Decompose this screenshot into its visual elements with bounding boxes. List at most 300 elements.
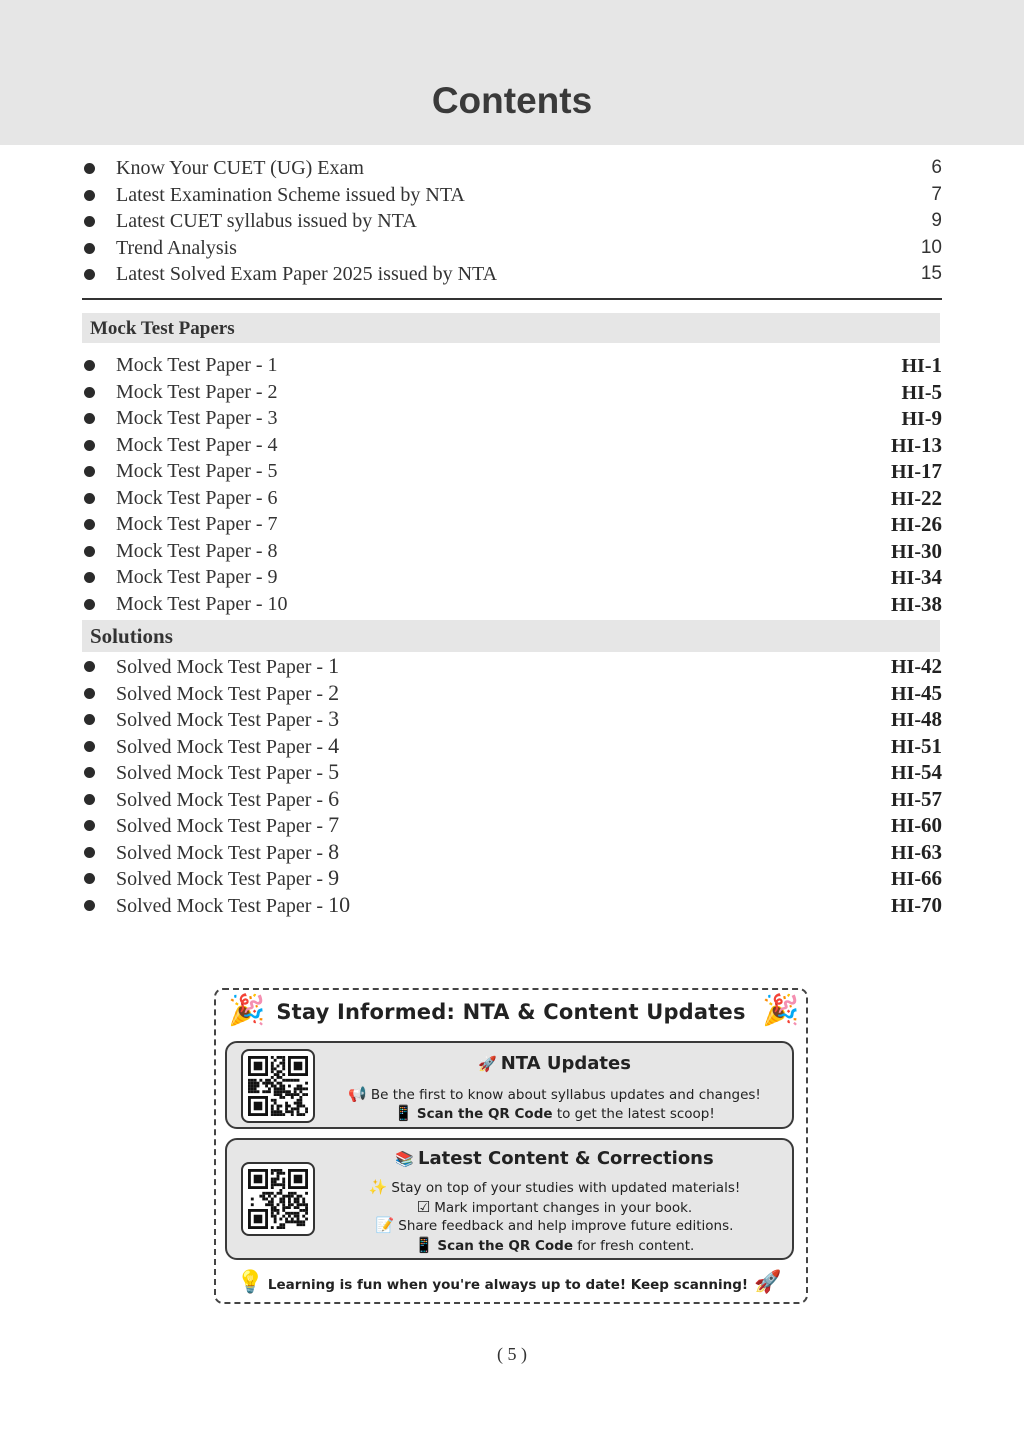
qr-module bbox=[271, 1183, 274, 1186]
toc-entry-label bbox=[116, 511, 278, 538]
qr-module bbox=[251, 1203, 254, 1206]
qr-module bbox=[282, 1226, 285, 1229]
toc-row[interactable] bbox=[82, 261, 942, 288]
toc-entry-page-prefix: HI- bbox=[891, 461, 921, 483]
toc-row[interactable] bbox=[82, 564, 942, 591]
qr-module bbox=[305, 1203, 308, 1206]
toc-entry-label-number: 4 bbox=[328, 732, 340, 758]
qr-module bbox=[291, 1113, 294, 1116]
toc-entry-label: Latest Examination Scheme issued by NTA bbox=[116, 183, 465, 206]
toc-entry-label-text: Solved Mock Test Paper - bbox=[116, 815, 329, 837]
qr-module bbox=[288, 1105, 291, 1108]
qr-module bbox=[279, 1189, 282, 1192]
qr-module bbox=[288, 1203, 291, 1206]
qr-module bbox=[274, 1085, 277, 1088]
qr-module bbox=[251, 1090, 254, 1093]
qr-module bbox=[262, 1195, 265, 1198]
qr-module bbox=[302, 1113, 305, 1116]
toc-entry-label-number: 10 bbox=[267, 592, 288, 615]
toc-row[interactable] bbox=[82, 511, 942, 538]
toc-entry-label-text: Mock Test Paper - bbox=[116, 354, 268, 376]
qr-module bbox=[279, 1076, 282, 1079]
toc-row[interactable] bbox=[82, 405, 942, 432]
qr-module bbox=[277, 1065, 280, 1068]
qr-module bbox=[274, 1113, 277, 1116]
toc-entry-label bbox=[116, 786, 339, 814]
qr-module bbox=[271, 1105, 274, 1108]
memo-icon: 📝 bbox=[375, 1216, 395, 1234]
qr-module bbox=[277, 1073, 280, 1076]
qr-module bbox=[265, 1198, 268, 1201]
nta-updates-panel bbox=[225, 1041, 794, 1129]
qr-module bbox=[248, 1079, 251, 1082]
qr-module bbox=[271, 1226, 274, 1229]
qr-module bbox=[285, 1105, 288, 1108]
qr-module bbox=[297, 1218, 300, 1221]
qr-module bbox=[297, 1195, 300, 1198]
toc-entry-label bbox=[116, 458, 278, 485]
toc-entry-page-prefix: HI- bbox=[891, 709, 921, 731]
toc-row[interactable] bbox=[82, 458, 942, 485]
qr-module bbox=[279, 1082, 282, 1085]
toc-row[interactable] bbox=[82, 591, 942, 618]
qr-module bbox=[302, 1209, 305, 1212]
toc-entry-page-prefix: HI- bbox=[891, 788, 921, 811]
qr-module bbox=[248, 1087, 251, 1090]
qr-module bbox=[279, 1200, 282, 1203]
toc-row[interactable] bbox=[82, 208, 942, 235]
qr-module bbox=[279, 1169, 282, 1172]
qr-module bbox=[282, 1183, 285, 1186]
qr-module bbox=[299, 1203, 302, 1206]
qr-module bbox=[282, 1079, 285, 1082]
qr-module bbox=[277, 1070, 280, 1073]
bullet-icon bbox=[84, 572, 95, 583]
qr-module bbox=[302, 1215, 305, 1218]
qr-module bbox=[271, 1209, 274, 1212]
toc-row[interactable] bbox=[82, 865, 942, 892]
qr-module bbox=[274, 1093, 277, 1096]
toc-row[interactable] bbox=[82, 812, 942, 839]
intro-list bbox=[82, 155, 942, 288]
toc-entry-page-prefix: HI- bbox=[901, 408, 932, 430]
qr-module bbox=[274, 1180, 277, 1183]
qr-module bbox=[282, 1085, 285, 1088]
qr-module bbox=[274, 1169, 277, 1172]
qr-module bbox=[271, 1186, 274, 1189]
qr-module bbox=[268, 1087, 271, 1090]
toc-row[interactable] bbox=[82, 352, 942, 379]
toc-row[interactable] bbox=[82, 155, 942, 182]
toc-entry-page bbox=[891, 511, 942, 539]
toc-entry-page bbox=[891, 458, 942, 486]
toc-entry-page-number: 66 bbox=[921, 866, 942, 890]
toc-entry-page bbox=[891, 733, 942, 761]
toc-entry-page-number: 45 bbox=[921, 680, 942, 705]
toc-entry-label-text: Mock Test Paper - bbox=[116, 539, 268, 562]
nta-updates-line-2: 📱 Scan the QR Code to get the latest scoop! bbox=[394, 1104, 715, 1122]
qr-module bbox=[271, 1076, 274, 1079]
qr-module bbox=[302, 1198, 305, 1201]
toc-entry-label-number: 2 bbox=[328, 679, 340, 705]
qr-module bbox=[282, 1090, 285, 1093]
qr-module bbox=[277, 1212, 280, 1215]
toc-entry-page bbox=[902, 352, 943, 380]
qr-module bbox=[271, 1169, 274, 1172]
qr-module bbox=[271, 1067, 274, 1070]
toc-entry-page bbox=[891, 591, 942, 619]
toc-row[interactable] bbox=[82, 786, 942, 813]
qr-module bbox=[288, 1110, 291, 1113]
qr-module bbox=[299, 1087, 302, 1090]
bullet-icon bbox=[84, 873, 95, 884]
updates-box-title: Stay Informed: NTA & Content Updates bbox=[276, 1000, 746, 1024]
bullet-icon bbox=[84, 820, 95, 831]
qr-module bbox=[274, 1209, 277, 1212]
qr-module bbox=[294, 1079, 297, 1082]
qr-module bbox=[282, 1223, 285, 1226]
qr-module bbox=[279, 1172, 282, 1175]
toc-entry-label bbox=[116, 759, 339, 787]
qr-module bbox=[277, 1105, 280, 1108]
qr-module bbox=[288, 1215, 291, 1218]
latest-content-line-2: ☑ Mark important changes in your book. bbox=[416, 1198, 693, 1216]
updates-box bbox=[214, 988, 808, 1304]
toc-row[interactable] bbox=[82, 706, 942, 733]
qr-module bbox=[274, 1059, 277, 1062]
qr-module bbox=[282, 1203, 285, 1206]
qr-module bbox=[277, 1209, 280, 1212]
qr-module bbox=[277, 1107, 280, 1110]
qr-module bbox=[271, 1180, 274, 1183]
toc-entry-page-prefix: HI- bbox=[891, 593, 921, 616]
qr-module bbox=[282, 1198, 285, 1201]
qr-module bbox=[291, 1093, 294, 1096]
qr-module bbox=[279, 1110, 282, 1113]
qr-module bbox=[248, 1085, 251, 1088]
toc-entry-page: 10 bbox=[920, 236, 942, 258]
toc-entry-label bbox=[116, 865, 339, 893]
toc-entry-label bbox=[116, 564, 278, 591]
toc-entry-label bbox=[116, 538, 278, 565]
qr-module bbox=[288, 1090, 291, 1093]
qr-module bbox=[265, 1090, 268, 1093]
qr-module bbox=[285, 1218, 288, 1221]
qr-module bbox=[291, 1195, 294, 1198]
qr-module bbox=[279, 1218, 282, 1221]
toc-entry-page-prefix: HI- bbox=[891, 682, 921, 705]
toc-entry-label-number: 6 bbox=[328, 785, 340, 811]
rocket-icon: 🚀 bbox=[478, 1055, 497, 1073]
toc-entry-label bbox=[116, 379, 278, 406]
toc-entry-label-number: 3 bbox=[328, 706, 340, 731]
bullet-icon bbox=[84, 741, 95, 752]
qr-module bbox=[274, 1206, 277, 1209]
toc-entry-page-prefix: HI- bbox=[891, 735, 921, 758]
qr-module bbox=[277, 1093, 280, 1096]
qr-module bbox=[285, 1102, 288, 1105]
qr-module bbox=[271, 1099, 274, 1102]
toc-row[interactable] bbox=[82, 839, 942, 866]
qr-module bbox=[274, 1218, 277, 1221]
qr-module bbox=[271, 1203, 274, 1206]
qr-module bbox=[285, 1079, 288, 1082]
bullet-icon bbox=[84, 599, 95, 610]
qr-module bbox=[277, 1076, 280, 1079]
qr-module bbox=[254, 1090, 257, 1093]
toc-row[interactable] bbox=[82, 759, 942, 786]
qr-module bbox=[268, 1203, 271, 1206]
qr-module bbox=[302, 1223, 305, 1226]
bullet-icon bbox=[84, 900, 95, 911]
qr-module bbox=[294, 1087, 297, 1090]
nta-updates-heading: 🚀 NTA Updates bbox=[478, 1053, 631, 1074]
toc-entry-page-number: 42 bbox=[921, 654, 942, 678]
toc-row[interactable] bbox=[82, 485, 942, 512]
qr-module bbox=[294, 1200, 297, 1203]
qr-module bbox=[277, 1172, 280, 1175]
toc-entry-label-number: 1 bbox=[328, 653, 340, 678]
qr-module bbox=[282, 1186, 285, 1189]
toc-entry-label bbox=[116, 352, 278, 379]
qr-module bbox=[299, 1099, 302, 1102]
qr-module bbox=[297, 1212, 300, 1215]
qr-module bbox=[271, 1192, 274, 1195]
latest-content-heading: 📚 Latest Content & Corrections bbox=[395, 1148, 714, 1169]
qr-module bbox=[268, 1082, 271, 1085]
qr-module bbox=[274, 1195, 277, 1198]
toc-row[interactable] bbox=[82, 538, 942, 565]
qr-module bbox=[268, 1079, 271, 1082]
toc-row[interactable] bbox=[82, 680, 942, 707]
toc-entry-label-number: 1 bbox=[267, 354, 278, 376]
toc-row[interactable] bbox=[82, 733, 942, 760]
qr-module bbox=[291, 1079, 294, 1082]
toc-entry-page-prefix: HI- bbox=[891, 514, 921, 536]
toc-entry-page bbox=[891, 653, 942, 681]
toc-entry-label-text: Solved Mock Test Paper - bbox=[116, 841, 329, 864]
qr-module bbox=[279, 1093, 282, 1096]
qr-module bbox=[291, 1096, 294, 1099]
rocket-icon: 🚀 bbox=[754, 1270, 782, 1295]
qr-module bbox=[259, 1195, 262, 1198]
qr-module bbox=[285, 1206, 288, 1209]
qr-module bbox=[297, 1110, 300, 1113]
qr-module bbox=[294, 1198, 297, 1201]
toc-entry-label-text: Solved Mock Test Paper - bbox=[116, 762, 329, 784]
toc-entry-label: Latest CUET syllabus issued by NTA bbox=[116, 210, 417, 232]
qr-module bbox=[294, 1107, 297, 1110]
qr-module bbox=[277, 1090, 280, 1093]
toc-entry-label bbox=[116, 591, 288, 618]
toc-row[interactable] bbox=[82, 182, 942, 209]
toc-entry-page bbox=[891, 680, 942, 708]
qr-module bbox=[291, 1212, 294, 1215]
qr-module bbox=[279, 1223, 282, 1226]
qr-module bbox=[297, 1220, 300, 1223]
qr-module bbox=[305, 1218, 308, 1221]
qr-module bbox=[265, 1082, 268, 1085]
qr-module bbox=[302, 1087, 305, 1090]
toc-entry-label-text: Mock Test Paper - bbox=[116, 407, 268, 429]
toc-entry-page bbox=[891, 432, 942, 460]
qr-module bbox=[279, 1226, 282, 1229]
qr-module bbox=[279, 1085, 282, 1088]
sparkles-icon: ✨ bbox=[368, 1178, 388, 1196]
bullet-icon bbox=[84, 546, 95, 557]
qr-module bbox=[294, 1102, 297, 1105]
qr-module bbox=[274, 1183, 277, 1186]
qr-module bbox=[254, 1079, 257, 1082]
qr-module bbox=[282, 1062, 285, 1065]
toc-row[interactable] bbox=[82, 379, 942, 406]
party-popper-icon: 🎉 bbox=[762, 993, 800, 1028]
qr-module bbox=[268, 1192, 271, 1195]
qr-module bbox=[282, 1178, 285, 1181]
qr-finder-module bbox=[294, 1062, 303, 1071]
updates-box-footer: 💡 Learning is fun when you're always up to date! Keep scanning! 🚀 bbox=[236, 1270, 782, 1295]
toc-entry-page bbox=[891, 892, 942, 920]
qr-module bbox=[279, 1096, 282, 1099]
toc-entry-page-prefix: HI- bbox=[891, 762, 921, 784]
toc-entry-label-number: 7 bbox=[267, 513, 278, 535]
phone-icon: 📱 bbox=[394, 1104, 413, 1122]
toc-entry-label bbox=[116, 405, 278, 432]
qr-module bbox=[291, 1107, 294, 1110]
qr-module bbox=[274, 1220, 277, 1223]
qr-module bbox=[271, 1062, 274, 1065]
toc-entry-label bbox=[116, 432, 278, 459]
toc-row[interactable] bbox=[82, 653, 942, 680]
qr-module bbox=[279, 1056, 282, 1059]
section-heading-solutions: Solutions bbox=[82, 620, 940, 652]
toc-entry-page-number: 22 bbox=[921, 485, 942, 510]
toc-entry-label: Trend Analysis bbox=[116, 236, 237, 259]
qr-module bbox=[265, 1085, 268, 1088]
bullet-icon bbox=[84, 269, 95, 280]
toc-entry-page-number: 48 bbox=[921, 707, 942, 731]
toc-entry-label-number: 10 bbox=[328, 891, 351, 917]
qr-finder-module bbox=[254, 1175, 263, 1184]
qr-module bbox=[259, 1079, 262, 1082]
qr-module bbox=[305, 1212, 308, 1215]
toc-entry-label-number: 7 bbox=[328, 812, 340, 837]
qr-module bbox=[271, 1178, 274, 1181]
toc-entry-page bbox=[902, 405, 943, 433]
qr-module bbox=[297, 1105, 300, 1108]
toc-entry-label-text: Mock Test Paper - bbox=[116, 566, 268, 588]
toc-entry-label-text: Solved Mock Test Paper - bbox=[116, 682, 329, 705]
qr-module bbox=[299, 1220, 302, 1223]
toc-row[interactable] bbox=[82, 892, 942, 919]
solutions-list bbox=[82, 653, 942, 918]
toc-entry-page bbox=[891, 564, 942, 592]
qr-code-latest-content[interactable] bbox=[241, 1162, 315, 1236]
qr-module bbox=[288, 1085, 291, 1088]
qr-module bbox=[285, 1195, 288, 1198]
toc-entry-label-number: 4 bbox=[267, 433, 278, 456]
qr-module bbox=[274, 1073, 277, 1076]
qr-module bbox=[302, 1203, 305, 1206]
header-band bbox=[0, 0, 1024, 145]
qr-module bbox=[297, 1223, 300, 1226]
qr-module bbox=[279, 1062, 282, 1065]
toc-entry-page bbox=[891, 865, 942, 893]
bullet-icon bbox=[84, 688, 95, 699]
bullet-icon bbox=[84, 243, 95, 254]
toc-entry-label-text: Mock Test Paper - bbox=[116, 486, 268, 509]
qr-module bbox=[282, 1056, 285, 1059]
page-number: ( 5 ) bbox=[497, 1344, 527, 1364]
nta-updates-line-1: 📢 Be the first to know about syllabus updates and changes! bbox=[348, 1085, 761, 1103]
qr-module bbox=[265, 1192, 268, 1195]
toc-entry-label-text: Solved Mock Test Paper - bbox=[116, 868, 329, 890]
qr-module bbox=[288, 1198, 291, 1201]
qr-module bbox=[302, 1093, 305, 1096]
toc-entry-label-text: Solved Mock Test Paper - bbox=[116, 894, 329, 917]
qr-module bbox=[291, 1110, 294, 1113]
qr-module bbox=[305, 1087, 308, 1090]
qr-module bbox=[305, 1082, 308, 1085]
bullet-icon bbox=[84, 413, 95, 424]
qr-module bbox=[274, 1110, 277, 1113]
qr-module bbox=[257, 1090, 260, 1093]
toc-entry-label bbox=[116, 733, 339, 761]
toc-entry-label-number: 5 bbox=[328, 759, 340, 784]
qr-module bbox=[288, 1220, 291, 1223]
toc-entry-page bbox=[891, 786, 942, 814]
qr-module bbox=[271, 1110, 274, 1113]
toc-entry-label bbox=[116, 812, 339, 840]
toc-entry-label-text: Solved Mock Test Paper - bbox=[116, 788, 329, 811]
toc-entry-page-number: 60 bbox=[921, 813, 942, 837]
qr-module bbox=[268, 1200, 271, 1203]
toc-entry-label-number: 9 bbox=[267, 566, 278, 588]
toc-entry-label-number: 8 bbox=[267, 539, 278, 562]
qr-module bbox=[305, 1206, 308, 1209]
qr-module bbox=[288, 1079, 291, 1082]
qr-module bbox=[271, 1200, 274, 1203]
toc-entry-page-prefix: HI- bbox=[891, 815, 921, 837]
qr-module bbox=[305, 1209, 308, 1212]
toc-entry-page-number: 5 bbox=[931, 379, 942, 404]
qr-module bbox=[282, 1113, 285, 1116]
qr-module bbox=[279, 1198, 282, 1201]
qr-module bbox=[262, 1090, 265, 1093]
qr-module bbox=[274, 1087, 277, 1090]
qr-module bbox=[277, 1087, 280, 1090]
qr-module bbox=[282, 1065, 285, 1068]
qr-module bbox=[282, 1180, 285, 1183]
qr-module bbox=[257, 1085, 260, 1088]
toc-entry-page bbox=[891, 812, 942, 840]
toc-row[interactable] bbox=[82, 432, 942, 459]
qr-code-nta[interactable] bbox=[241, 1049, 315, 1123]
qr-module bbox=[299, 1105, 302, 1108]
toc-row[interactable] bbox=[82, 235, 942, 262]
qr-module bbox=[294, 1093, 297, 1096]
toc-entry-label-number: 3 bbox=[267, 407, 278, 429]
qr-module bbox=[277, 1192, 280, 1195]
qr-module bbox=[299, 1085, 302, 1088]
toc-entry-page bbox=[891, 706, 942, 734]
section-heading-mock-test-papers: Mock Test Papers bbox=[82, 313, 940, 343]
toc-entry-label bbox=[116, 485, 278, 512]
qr-module bbox=[305, 1107, 308, 1110]
qr-module bbox=[302, 1200, 305, 1203]
toc-entry-label: Know Your CUET (UG) Exam bbox=[116, 157, 364, 179]
qr-module bbox=[299, 1090, 302, 1093]
